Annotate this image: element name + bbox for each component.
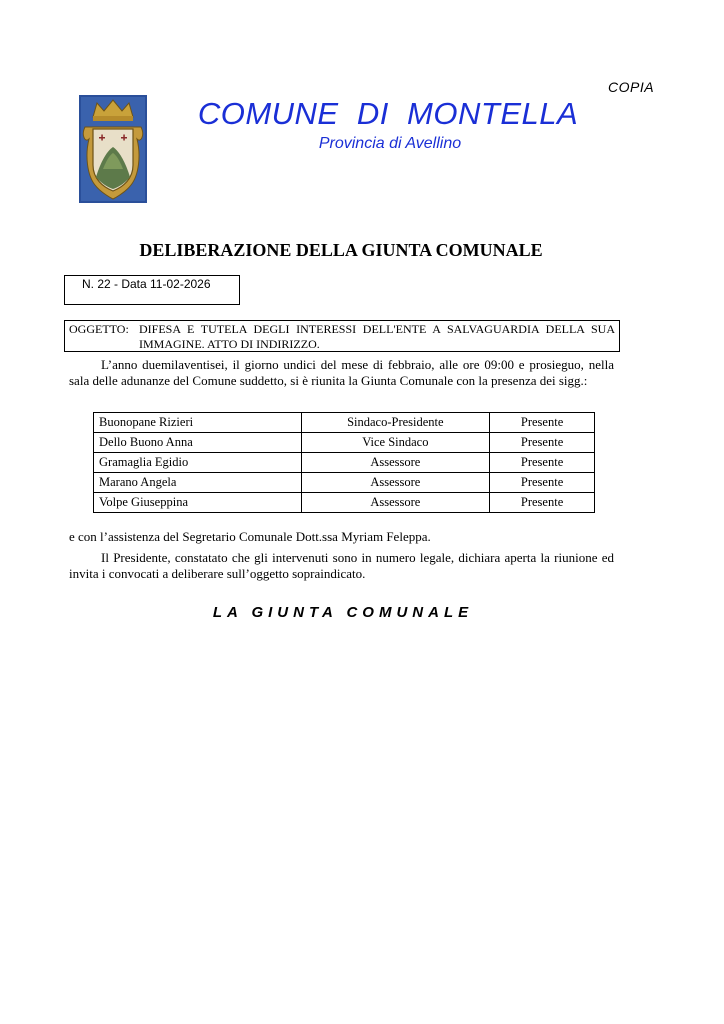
province-subtitle: Provincia di Avellino [318,135,462,152]
member-role: Assessore [301,473,490,493]
subject-label: OGGETTO: [69,322,129,336]
member-name: Buonopane Rizieri [94,413,302,433]
member-status: Presente [490,453,595,473]
member-status: Presente [490,473,595,493]
member-name: Gramaglia Egidio [94,453,302,473]
member-status: Presente [490,493,595,513]
table-row [94,473,595,493]
municipality-title: COMUNE DI MONTELLA [197,96,579,131]
table-row [94,453,595,473]
intro-paragraph: L’anno duemilaventisei, il giorno undici del mese di febbraio, alle ore 09:00 e prosieguo, nella sala delle adunanze del Comune suddetto, si è riunita la Giunta Comunale con la presenza dei sigg.: [69,357,614,388]
subject-box [64,320,620,352]
subject-text-line2: IMMAGINE. ATTO DI INDIRIZZO. [139,337,320,351]
coat-of-arms-icon [79,95,147,203]
member-name: Marano Angela [94,473,302,493]
member-status: Presente [490,433,595,453]
assistance-paragraph: e con l’assistenza del Segretario Comunale Dott.ssa Myriam Feleppa. [69,529,431,544]
table-row [94,433,595,453]
member-name: Volpe Giuseppina [94,493,302,513]
subject-text-line1: DIFESA E TUTELA DEGLI INTERESSI DELL'ENTE A SALVAGUARDIA DELLA SUA [139,322,615,336]
deliberation-title: DELIBERAZIONE DELLA GIUNTA COMUNALE [139,240,543,260]
attendance-table [93,412,595,513]
copy-label: COPIA [608,79,655,95]
table-row [94,493,595,513]
section-heading: LA GIUNTA COMUNALE [212,604,474,621]
number-date-box [64,275,240,305]
member-role: Sindaco-Presidente [301,413,490,433]
president-paragraph: Il Presidente, constatato che gli intervenuti sono in numero legale, dichiara aperta la riunione ed invita i convocati a deliberare sull’oggetto sopraindicato. [69,550,614,581]
member-role: Vice Sindaco [301,433,490,453]
member-status: Presente [490,413,595,433]
member-role: Assessore [301,493,490,513]
member-role: Assessore [301,453,490,473]
member-name: Dello Buono Anna [94,433,302,453]
number-date-text: N. 22 - Data 11-02-2026 [82,277,211,291]
table-row [94,413,595,433]
